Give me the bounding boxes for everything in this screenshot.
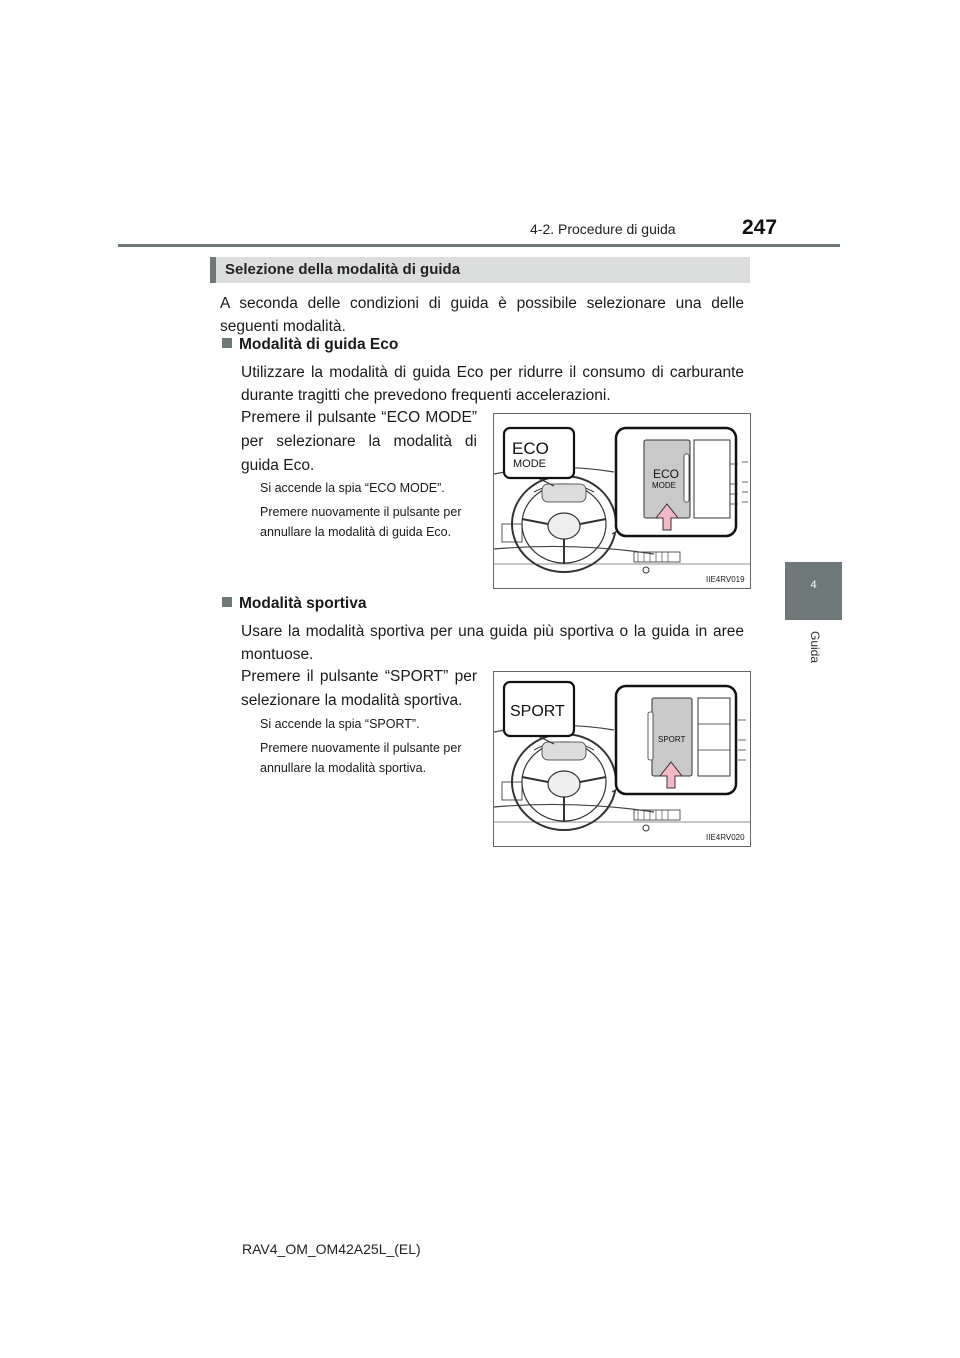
sport-mode-illustration [493,671,751,847]
eco-button-line2: MODE [652,481,676,490]
steering-wheel-icon [512,734,616,830]
section-title: Selezione della modalità di guida [225,261,461,278]
chapter-tab [785,562,842,620]
eco-callout-line2: MODE [513,458,546,470]
eco-note-2: Premere nuovamente il pulsante per annullare la modalità di guida Eco. [260,505,462,539]
sport-button-label: SPORT [658,735,686,744]
eco-figure-code: IIE4RV019 [706,575,745,584]
eco-description: Utilizzare la modalità di guida Eco per ridurre il consumo di carburante durante tragitti che prevedono frequenti accelerazioni. [241,364,744,404]
dashboard-sport-svg [494,672,750,846]
square-bullet-icon [222,338,232,348]
chapter-tab-number: 4 [810,579,817,591]
sport-callout-label: SPORT [510,703,565,720]
header-section-title: 4-2. Procedure di guida [530,221,676,237]
eco-heading [222,336,398,354]
eco-mode-illustration [493,413,751,589]
dashboard-eco-svg [494,414,750,588]
sport-note-2: Premere nuovamente il pulsante per annullare la modalità sportiva. [260,741,462,775]
sport-heading-text: Modalità sportiva [239,595,367,612]
sport-description: Usare la modalità sportiva per una guida più sportiva o la guida in aree montuose. [241,623,744,663]
eco-callout-line1: ECO [512,439,549,458]
eco-instruction: Premere il pulsante “ECO MODE” per selezionare la modalità di guida Eco. [241,409,477,474]
sport-figure-code: IIE4RV020 [706,833,745,842]
square-bullet-icon [222,597,232,607]
section-title-accent [210,257,216,283]
eco-button-line1: ECO [653,467,680,481]
chapter-tab-label: Guida [808,631,822,664]
steering-wheel-icon [512,476,616,572]
footer-doc-code: RAV4_OM_OM42A25L_(EL) [242,1241,421,1257]
sport-note-1: Si accende la spia “SPORT”. [260,717,420,731]
eco-heading-text: Modalità di guida Eco [239,336,399,353]
section-title-bar [210,257,750,283]
eco-note-1: Si accende la spia “ECO MODE”. [260,481,445,495]
section-intro: A seconda delle condizioni di guida è possibile selezionare una delle seguenti modalità. [220,295,744,335]
header-divider [118,244,840,247]
sport-heading [222,595,366,613]
page-number: 247 [742,216,778,239]
sport-instruction: Premere il pulsante “SPORT” per selezionare la modalità sportiva. [241,668,477,709]
